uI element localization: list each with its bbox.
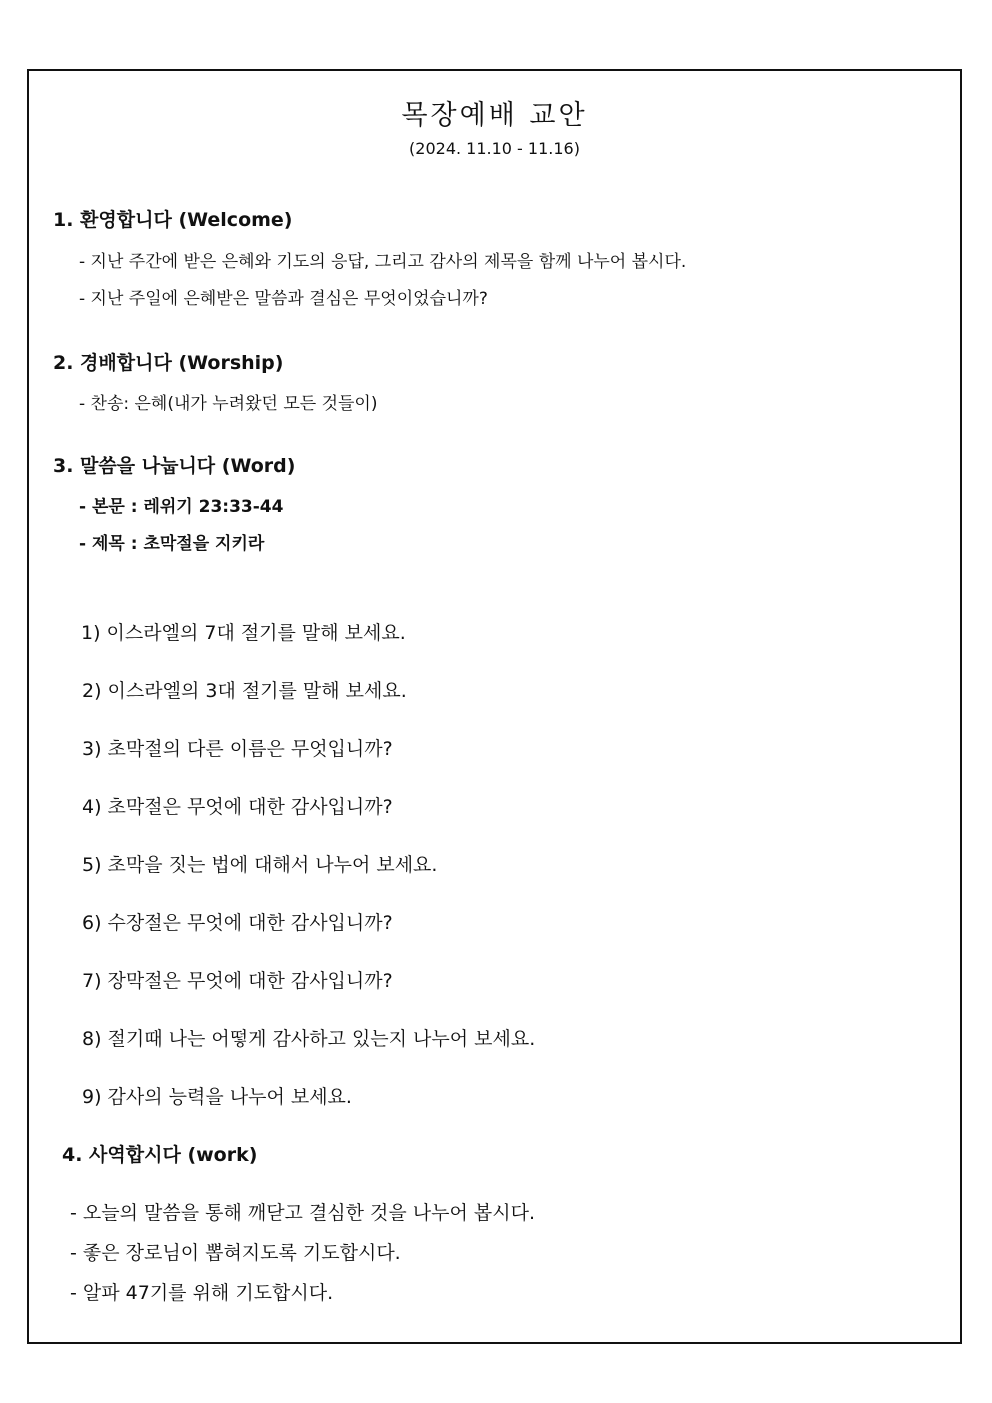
section-heading-worship: 2. 경배합니다 (Worship)	[53, 352, 284, 374]
work-item: - 오늘의 말씀을 통해 깨닫고 결심한 것을 나누어 봅시다.	[70, 1202, 536, 1224]
word-sermon-title: - 제목 : 초막절을 지키라	[79, 534, 265, 554]
section-heading-word: 3. 말씀을 나눕니다 (Word)	[53, 455, 296, 477]
question-item: 8) 절기때 나는 어떻게 감사하고 있는지 나누어 보세요.	[82, 1028, 536, 1050]
section-heading-welcome: 1. 환영합니다 (Welcome)	[53, 209, 293, 231]
question-item: 7) 장막절은 무엇에 대한 감사입니까?	[82, 970, 393, 992]
welcome-item: - 지난 주일에 은혜받은 말씀과 결심은 무엇이었습니까?	[79, 289, 488, 309]
question-item: 2) 이스라엘의 3대 절기를 말해 보세요.	[82, 680, 407, 702]
date-range: (2024. 11.10 - 11.16)	[409, 139, 580, 158]
question-item: 5) 초막을 짓는 법에 대해서 나누어 보세요.	[82, 854, 438, 876]
section-heading-work: 4. 사역합시다 (work)	[62, 1144, 258, 1166]
work-item: - 알파 47기를 위해 기도합시다.	[70, 1282, 334, 1304]
question-item: 9) 감사의 능력을 나누어 보세요.	[82, 1086, 352, 1108]
question-item: 4) 초막절은 무엇에 대한 감사입니까?	[82, 796, 393, 818]
page-title: 목장예배 교안	[401, 100, 588, 131]
work-item: - 좋은 장로님이 뽑혀지도록 기도합시다.	[70, 1242, 401, 1264]
document-frame	[27, 69, 962, 1344]
word-scripture: - 본문 : 레위기 23:33-44	[79, 497, 284, 517]
question-item: 1) 이스라엘의 7대 절기를 말해 보세요.	[81, 622, 406, 644]
question-item: 6) 수장절은 무엇에 대한 감사입니까?	[82, 912, 393, 934]
welcome-item: - 지난 주간에 받은 은혜와 기도의 응답, 그리고 감사의 제목을 함께 나누어 봅시다.	[79, 252, 687, 272]
question-item: 3) 초막절의 다른 이름은 무엇입니까?	[82, 738, 393, 760]
worship-item: - 찬송: 은혜(내가 누려왔던 모든 것들이)	[79, 394, 378, 414]
